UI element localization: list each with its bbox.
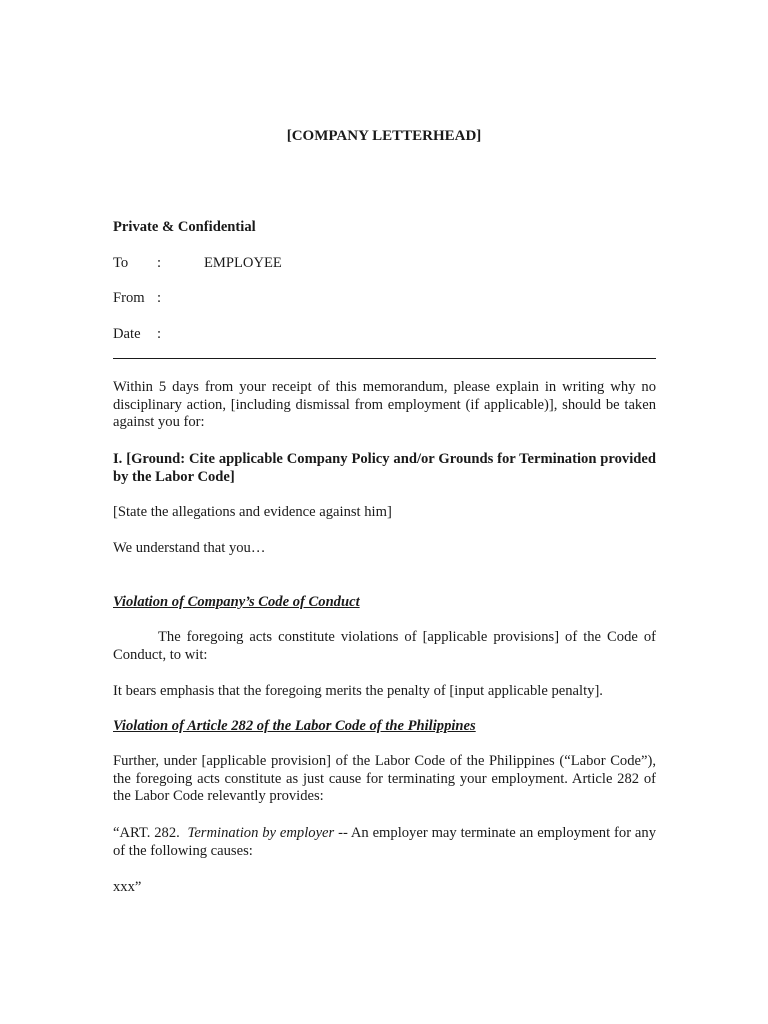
from-colon: : [157, 290, 162, 306]
ground-heading: I. [Ground: Cite applicable Company Policy and/or Grounds for Termination provided by the Labor Code] [113, 451, 656, 485]
code-of-conduct-paragraph: The foregoing acts constitute violations of [applicable provisions] of the Code of Conduct, to wit: [113, 629, 656, 663]
code-of-conduct-heading: Violation of Company’s Code of Conduct [113, 594, 360, 610]
article-text: -- An employer may terminate an employment for any of the following causes: [113, 825, 657, 859]
date-colon: : [157, 326, 162, 342]
to-colon: : [157, 255, 162, 271]
article-title: Termination by employer [187, 825, 335, 841]
understand-text: We understand that you… [113, 540, 266, 556]
quote-ellipsis: xxx” [113, 879, 142, 895]
intro-paragraph: Within 5 days from your receipt of this memorandum, please explain in writing why no disciplinary action, [including dismissal from employment (if applicable)], should be taken against you for: [113, 379, 656, 430]
penalty-paragraph: It bears emphasis that the foregoing merits the penalty of [input applicable penalty]. [113, 683, 603, 699]
company-letterhead: [COMPANY LETTERHEAD] [286, 128, 482, 144]
to-value: EMPLOYEE [204, 255, 282, 271]
allegations-text: [State the allegations and evidence against him] [113, 504, 392, 520]
labor-code-heading: Violation of Article 282 of the Labor Code of the Philippines [113, 718, 476, 734]
header-divider [113, 358, 656, 359]
to-label: To [113, 255, 129, 271]
article-quote [113, 825, 656, 860]
from-label: From [113, 290, 145, 306]
article-number: “ART. 282. [113, 825, 180, 841]
confidential-label: Private & Confidential [113, 219, 256, 235]
labor-code-paragraph: Further, under [applicable provision] of the Labor Code of the Philippines (“Labor Code”), the foregoing acts constitute as just cause for terminating your employment. Article 282 of the Labor Code relevantly provides: [113, 753, 656, 804]
date-label: Date [113, 326, 141, 342]
